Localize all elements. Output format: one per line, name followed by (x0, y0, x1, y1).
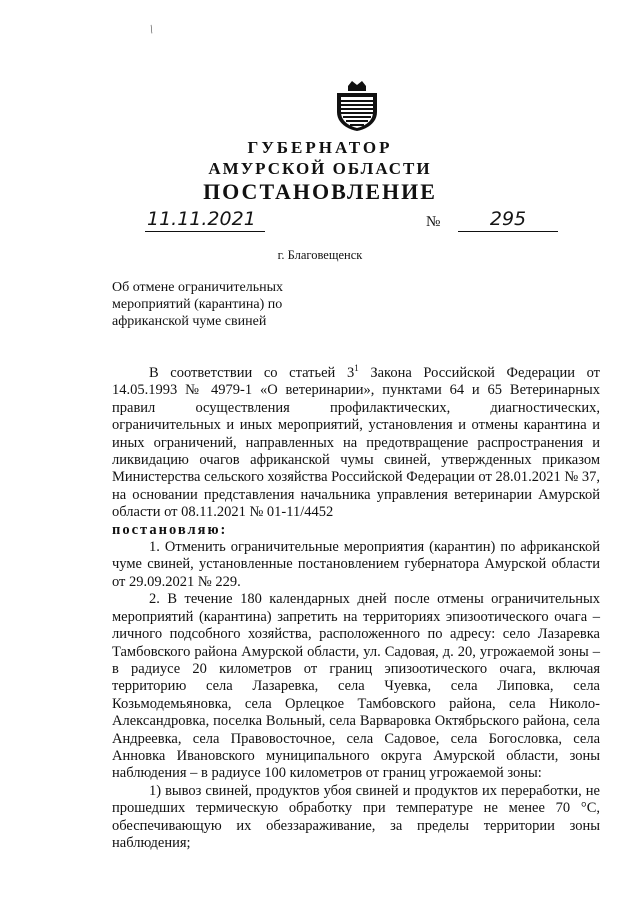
subject-line: мероприятий (карантина) по (112, 297, 283, 312)
subject-line: африканской чуме свиней (112, 314, 267, 329)
paragraph-1: 1. Отменить ограничительные мероприятия (карантин) по африканской чуме свиней, установленные постановлением губернатора Амурской области от 29.09.2021 № 229. (112, 539, 600, 590)
amur-region-coat-of-arms-icon (332, 80, 382, 132)
city-name: г. Благовещенск (277, 248, 363, 262)
preamble-text-rest: Закона Российской Федерации от 14.05.1993 № 4979-1 «О ветеринарии», пунктами 64 и 65 Ветеринарных правил осуществления профилактических, диагностических, ограничительных и иных мероприятий, установления и отмены карантина и иных ограничений, направленных на предотвращение распространения и ликвидацию очагов африканской чумы свиней, утвержденных приказом Министерства сельского хозяйства Российской Федерации от 28.01.2021 № 37, на основании представления начальника управления ветеринарии Амурской области от 08.11.2021 № 01-11/4452 (112, 365, 600, 521)
article-superscript: 1 (354, 363, 359, 374)
header-governor: ГУБЕРНАТОР (247, 138, 393, 157)
document-type-title: ПОСТАНОВЛЕНИЕ (203, 179, 437, 204)
document-date: 11.11.2021 (145, 207, 265, 232)
document-body (112, 365, 600, 852)
preamble-text-start: В соответствии со статьей 3 (149, 365, 355, 381)
decree-word: постановляю: (112, 521, 228, 538)
paragraph-2-item-1: 1) вывоз свиней, продуктов убоя свиней и продуктов их переработки, не прошедших термическую обработку при температуре не менее 70 °С, обеспечивающую их обеззараживание, за пределы территории зоны наблюдения; (112, 782, 600, 851)
handwritten-mark: / (146, 21, 156, 37)
preamble-paragraph (112, 365, 600, 522)
document-number: 295 (458, 207, 558, 232)
document-subject (112, 279, 342, 330)
number-label: № (426, 214, 441, 230)
paragraph-2: 2. В течение 180 календарных дней после отмены ограничительных мероприятий (карантина) запретить на территориях эпизоотического очага – личного подсобного хозяйства, расположенного по адресу: село Лазаревка Тамбовского района Амурской области, ул. Садовая, д. 20, угрожаемой зоны – в радиусе 20 километров от границ эпизоотического очага, включая территорию села Лазаревка, села Чуевка, села Липовка, села Козьмодемьяновка, села Орлецкое Тамбовского района, села Николо-Александровка, поселка Вольный, села Варваровка Октябрьского района, села Андреевка, села Правовосточное, села Садовое, села Богословка, села Анновка Ивановского муниципального округа Амурской области, зоны наблюдения – в радиусе 100 километров от границ угрожаемой зоны: (112, 591, 600, 782)
header-region: АМУРСКОЙ ОБЛАСТИ (208, 159, 432, 178)
subject-line: Об отмене ограничительных (112, 280, 284, 295)
